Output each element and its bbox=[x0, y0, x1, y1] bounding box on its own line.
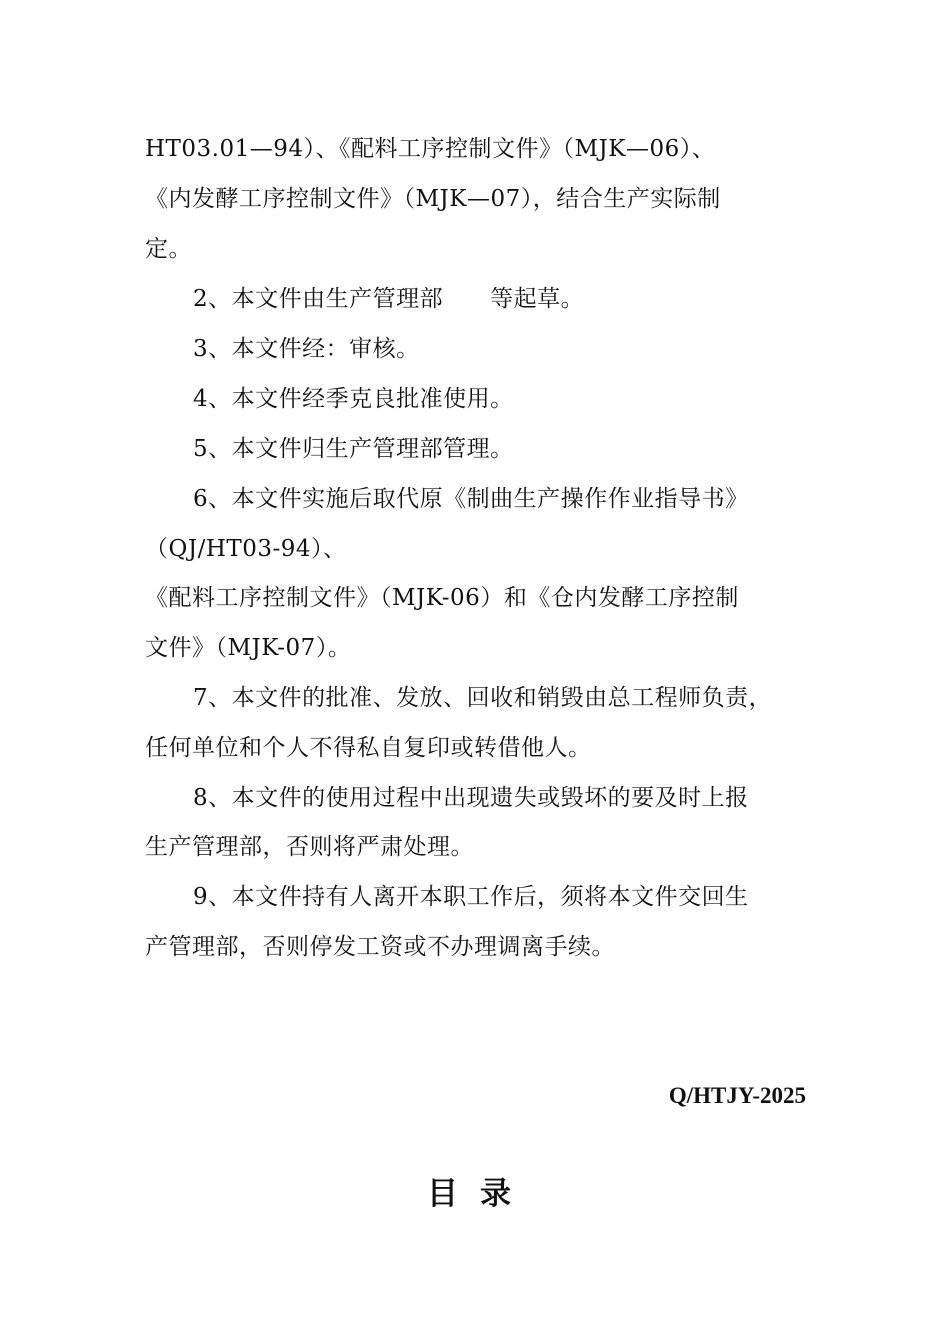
clause-6-line-4: 文件》（MJK-07）。 bbox=[145, 635, 352, 661]
body-line-1: HT03.01—94）、《配料工序控制文件》（MJK—06）、 bbox=[145, 136, 716, 162]
clause-6-line-2: （QJ/HT03-94）、 bbox=[145, 536, 347, 562]
clause-6-line-3: 《配料工序控制文件》（MJK-06）和《仓内发酵工序控制 bbox=[145, 585, 739, 611]
body-line-2: 《内发酵工序控制文件》（MJK—07），结合生产实际制 bbox=[145, 186, 721, 212]
table-of-contents-title: 目录 bbox=[427, 1176, 533, 1212]
clause-9: 9、本文件持有人离开本职工作后，须将本文件交回生 bbox=[193, 884, 749, 910]
clause-9-line-2: 产管理部，否则停发工资或不办理调离手续。 bbox=[145, 934, 615, 960]
clause-3: 3、本文件经：审核。 bbox=[193, 336, 420, 362]
clause-8: 8、本文件的使用过程中出现遗失或毁坏的要及时上报 bbox=[193, 785, 749, 811]
clause-7: 7、本文件的批准、发放、回收和销毁由总工程师负责， bbox=[193, 685, 773, 711]
body-line-3: 定。 bbox=[145, 236, 192, 262]
clause-7-line-2: 任何单位和个人不得私自复印或转借他人。 bbox=[145, 735, 592, 761]
clause-8-line-2: 生产管理部，否则将严肃处理。 bbox=[145, 834, 474, 860]
document-code: Q/HTJY-2025 bbox=[668, 1083, 806, 1108]
clause-2: 2、本文件由生产管理部 等起草。 bbox=[193, 286, 585, 312]
clause-4: 4、本文件经季克良批准使用。 bbox=[193, 386, 514, 412]
clause-6: 6、本文件实施后取代原《制曲生产操作作业指导书》 bbox=[193, 486, 749, 512]
clause-5: 5、本文件归生产管理部管理。 bbox=[193, 436, 514, 462]
